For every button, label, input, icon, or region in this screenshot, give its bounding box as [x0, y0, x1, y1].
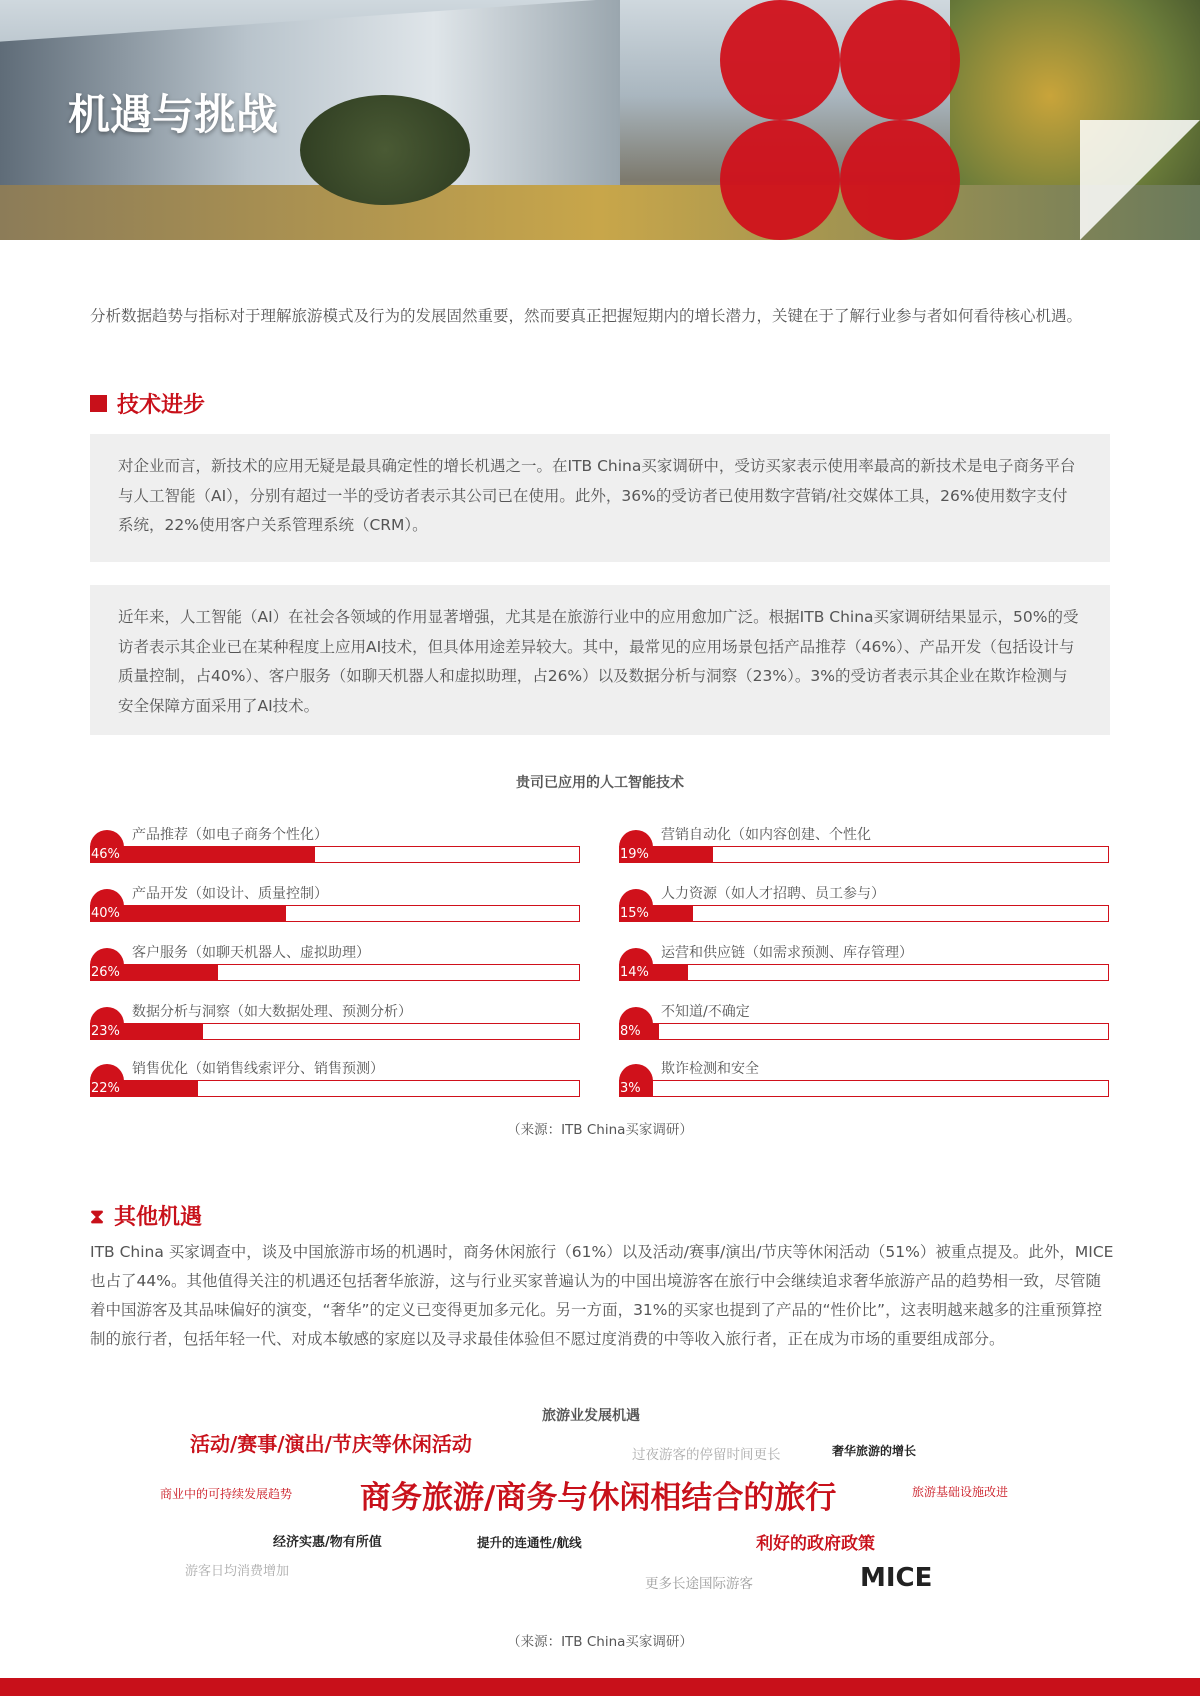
bar-track [619, 846, 1109, 863]
bar-track [619, 1023, 1109, 1040]
bar-label: 销售优化（如销售线索评分、销售预测） [132, 1061, 384, 1077]
bar-row [619, 883, 1109, 933]
bar-value: 23% [91, 1024, 120, 1039]
hero-banner [0, 0, 1200, 240]
bar-track [619, 1080, 1109, 1097]
section-title: 技术进步 [117, 393, 206, 418]
bar-track [90, 1023, 580, 1040]
page-title: 机遇与挑战 [68, 90, 279, 139]
bar-label: 营销自动化（如内容创建、个性化 [661, 827, 871, 843]
bar-label: 不知道/不确定 [661, 1004, 750, 1020]
other-opportunities-text: ITB China 买家调查中，谈及中国旅游市场的机遇时，商务休闲旅行（61%）以及活动/赛事/演出/节庆等休闲活动（51%）被重点提及。此外，MICE也占了44%。其他值得关注的机遇还包括奢华旅游，这与行业买家普遍认为的中国出境游客在旅行中会继续追求奢华旅游产品的趋势相一致，尽管随着中国游客及其品味偏好的演变，“奢华”的定义已变得更加多元化。另一方面，31%的买家也提到了产品的“性价比”，这表明越来越多的注重预算控制的旅行者，包括年轻一代、对成本敏感的家庭以及寻求最佳体验但不愿过度消费的中等收入旅行者，正在成为市场的重要组成部分。 [90, 1243, 1114, 1348]
bar-track [90, 846, 580, 863]
word: 奢华旅游的增长 [832, 1444, 917, 1458]
wordcloud-source: （来源：ITB China买家调研） [507, 1634, 693, 1650]
section-heading-tech [90, 388, 205, 419]
chart-source: （来源：ITB China买家调研） [507, 1122, 693, 1138]
bar-label: 欺诈检测和安全 [661, 1061, 759, 1077]
bar-label: 数据分析与洞察（如大数据处理、预测分析） [132, 1004, 412, 1020]
square-icon [90, 395, 107, 412]
section-heading-other [90, 1200, 202, 1231]
bar-row [619, 1058, 1109, 1108]
bar-fill [91, 847, 315, 862]
bar-track [90, 1080, 580, 1097]
bar-value: 19% [620, 847, 649, 862]
intro-text: 分析数据趋势与指标对于理解旅游模式及行为的发展固然重要，然而要真正把握短期内的增长潜力，关键在于了解行业参与者如何看待核心机遇。 [90, 307, 1083, 325]
info-box-1: 对企业而言，新技术的应用无疑是最具确定性的增长机遇之一。在ITB China买家调研中，受访买家表示使用率最高的新技术是电子商务平台与人工智能（AI），分别有超过一半的受访者表示其公司已在使用。此外，36%的受访者已使用数字营销/社交媒体工具，26%使用数字支付系统，22%使用客户关系管理系统（CRM）。 [90, 434, 1110, 562]
bar-row [619, 1001, 1109, 1051]
word: 经济实惠/物有所值 [273, 1535, 382, 1550]
bar-row [90, 1001, 580, 1051]
bar-row [619, 942, 1109, 992]
bar-value: 14% [620, 965, 649, 980]
chart-title: 贵司已应用的人工智能技术 [516, 775, 684, 791]
bar-value: 40% [91, 906, 120, 921]
bar-row [90, 824, 580, 874]
bar-label: 产品推荐（如电子商务个性化） [132, 827, 328, 843]
bar-track [619, 905, 1109, 922]
bar-label: 客户服务（如聊天机器人、虚拟助理） [132, 945, 370, 961]
bar-label: 产品开发（如设计、质量控制） [132, 886, 328, 902]
word: MICE [860, 1563, 933, 1593]
wordcloud-title: 旅游业发展机遇 [542, 1408, 640, 1424]
info-box-2: 近年来，人工智能（AI）在社会各领域的作用显著增强，尤其是在旅游行业中的应用愈加广泛。根据ITB China买家调研结果显示，50%的受访者表示其企业已在某种程度上应用AI技术，但具体用途差异较大。其中，最常见的应用场景包括产品推荐（46%）、产品开发（包括设计与质量控制，占40%）、客户服务（如聊天机器人和虚拟助理，占26%）以及数据分析与洞察（23%）。3%的受访者表示其企业在欺诈检测与安全保障方面采用了AI技术。 [90, 585, 1110, 735]
bar-value: 8% [620, 1024, 641, 1039]
bar-value: 46% [91, 847, 120, 862]
word: 游客日均消费增加 [185, 1564, 290, 1579]
bar-row [619, 824, 1109, 874]
tree-image [300, 95, 470, 205]
bar-label: 运营和供应链（如需求预测、库存管理） [661, 945, 913, 961]
word: 商业中的可持续发展趋势 [160, 1487, 293, 1501]
word: 过夜游客的停留时间更长 [632, 1447, 781, 1463]
bar-value: 15% [620, 906, 649, 921]
bar-track [90, 964, 580, 981]
bar-row [90, 883, 580, 933]
bar-row [90, 1058, 580, 1108]
bar-row [90, 942, 580, 992]
footer-bar [0, 1678, 1200, 1696]
word: 旅游基础设施改进 [912, 1485, 1009, 1499]
word: 活动/赛事/演出/节庆等休闲活动 [190, 1432, 472, 1456]
word: 提升的连通性/航线 [477, 1535, 582, 1550]
bar-value: 22% [91, 1081, 120, 1096]
bar-label: 人力资源（如人才招聘、员工参与） [661, 886, 885, 902]
word: 利好的政府政策 [756, 1534, 875, 1554]
bar-track [90, 905, 580, 922]
section-title: 其他机遇 [114, 1205, 203, 1230]
word: 商务旅游/商务与休闲相结合的旅行 [360, 1480, 837, 1516]
hourglass-icon: ⧗ [90, 1203, 105, 1228]
bar-value: 3% [620, 1081, 641, 1096]
word: 更多长途国际游客 [645, 1576, 753, 1592]
bar-track [619, 964, 1109, 981]
bar-value: 26% [91, 965, 120, 980]
